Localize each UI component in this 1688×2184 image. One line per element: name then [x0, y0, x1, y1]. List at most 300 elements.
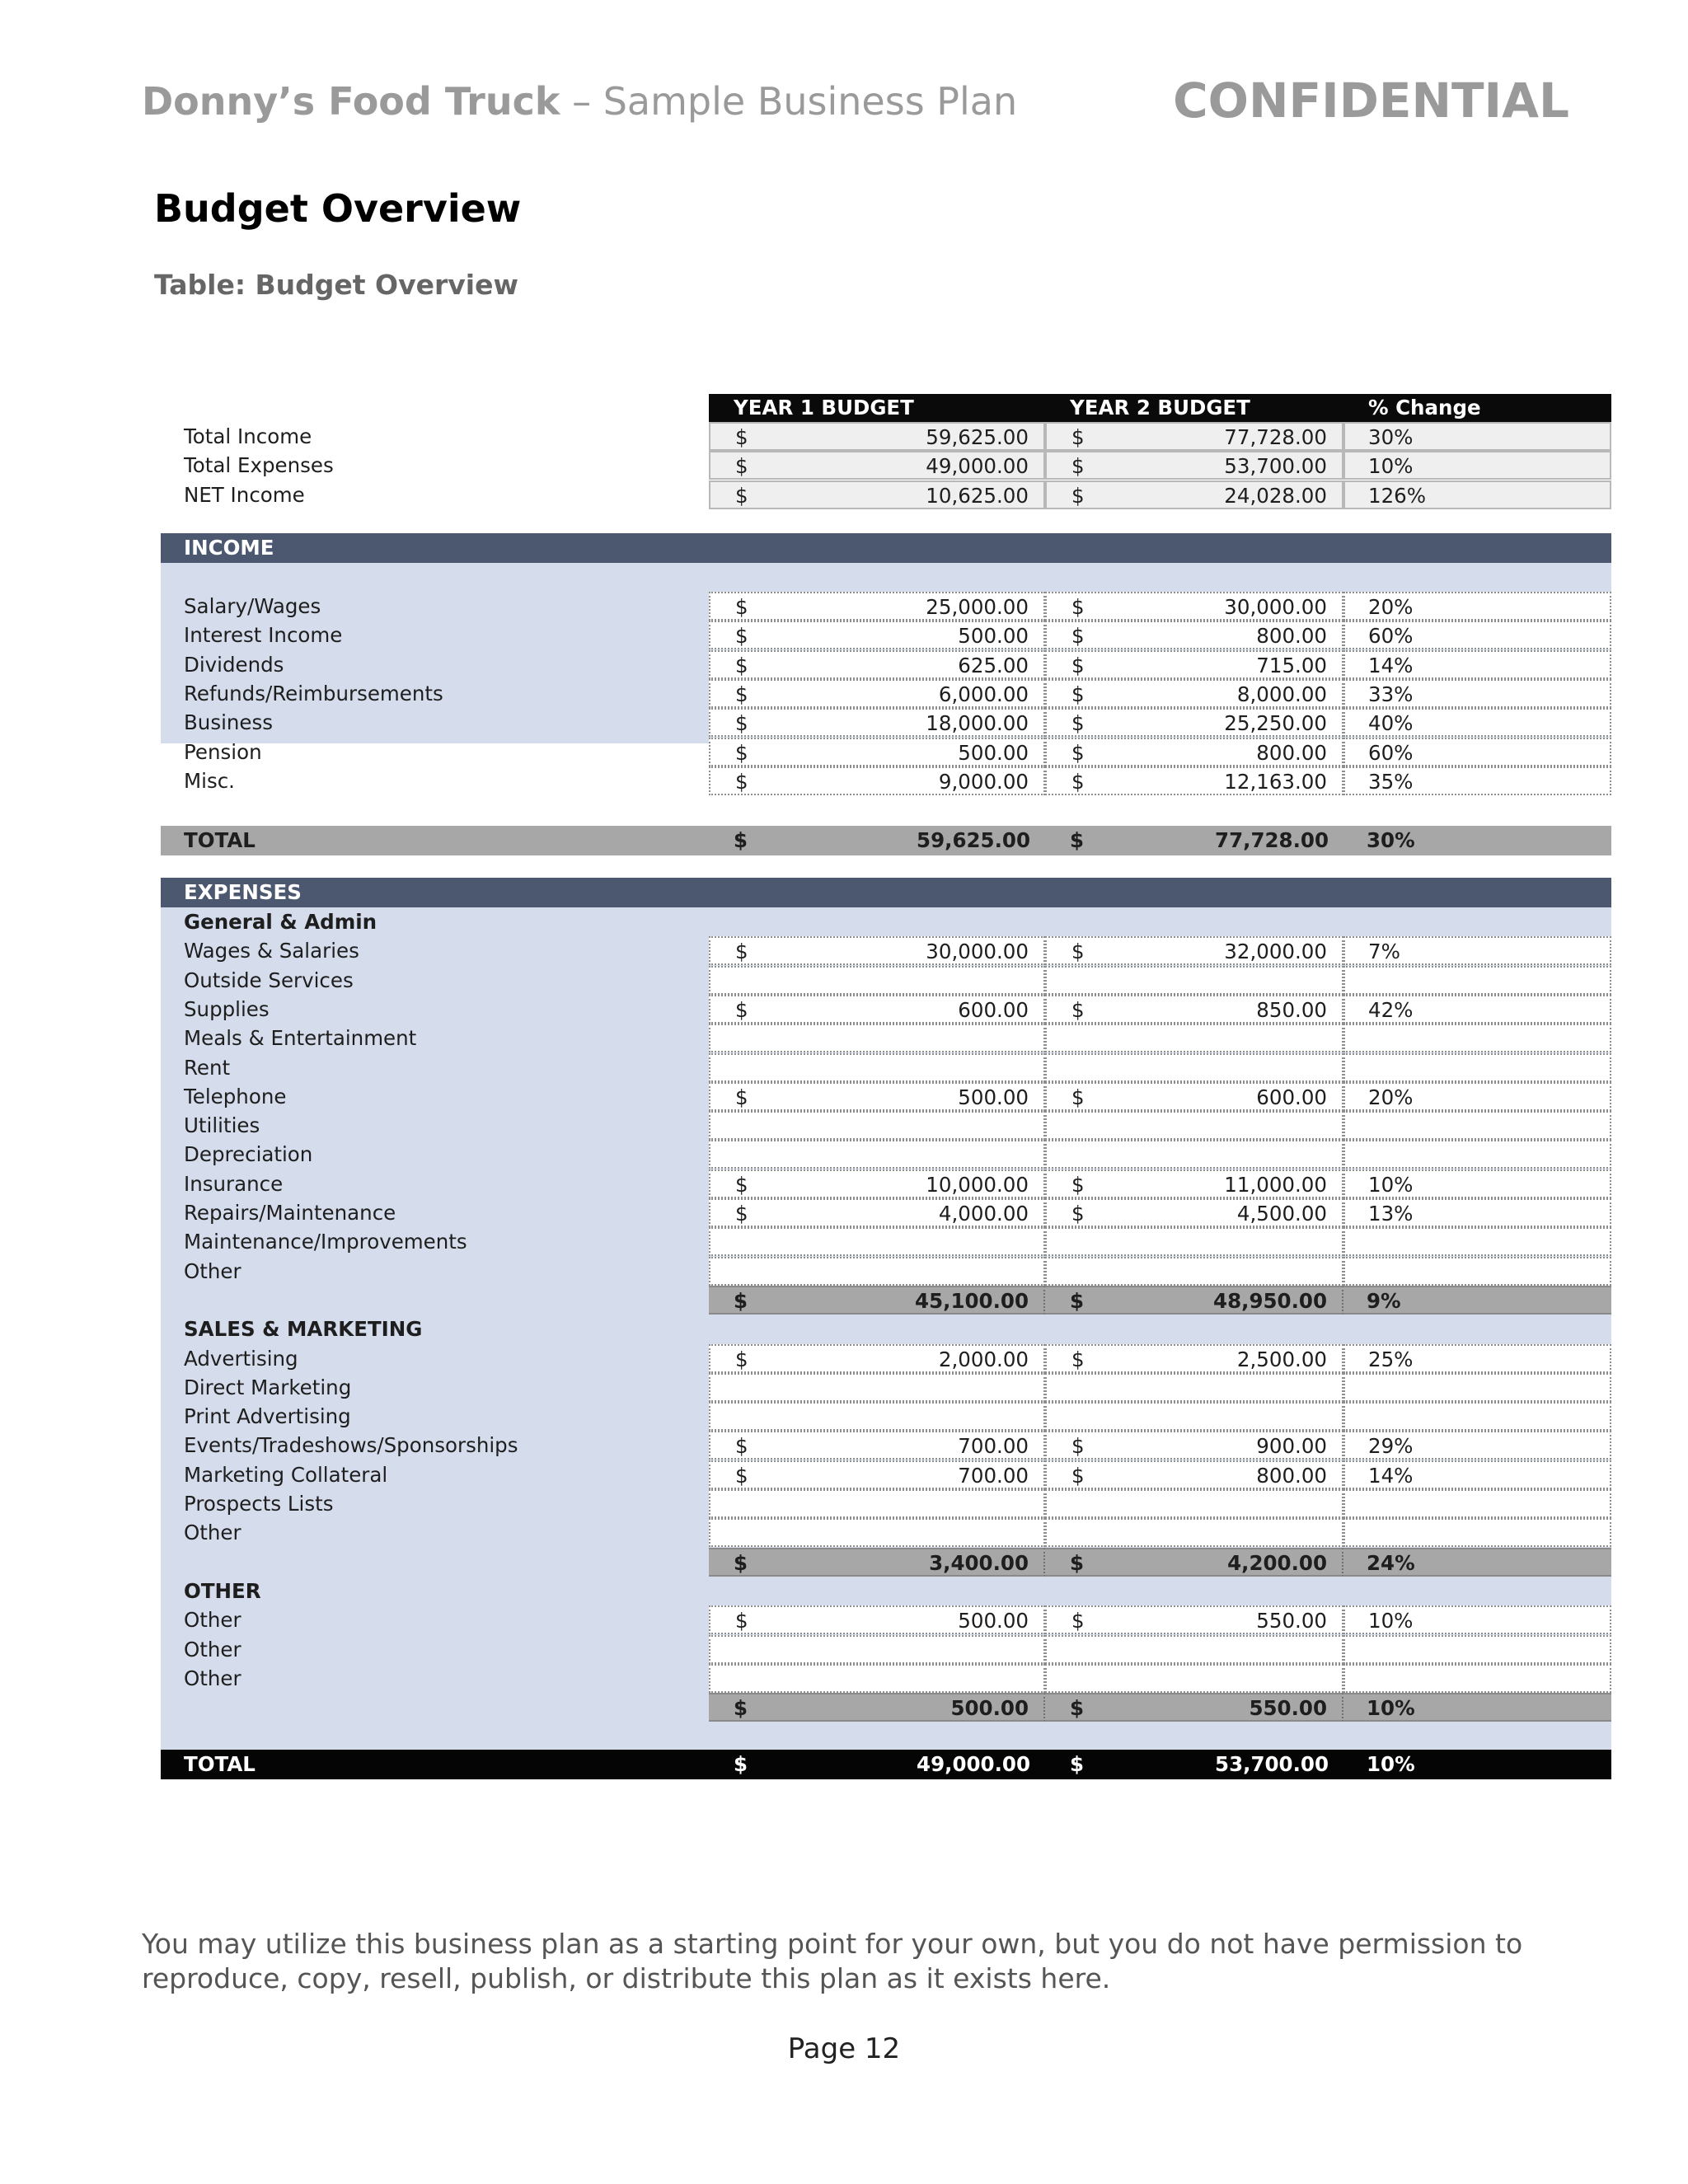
- row-label: Total Expenses: [184, 453, 334, 478]
- year1-amount: 4,000.00: [938, 1202, 1029, 1226]
- year1-amount: 500.00: [958, 1609, 1029, 1633]
- currency-symbol: $: [735, 1463, 748, 1488]
- change-cell: [1343, 1111, 1611, 1140]
- year2-cell: [1045, 1140, 1343, 1169]
- currency-symbol: $: [1071, 940, 1085, 964]
- change-cell: [1343, 995, 1611, 1024]
- year2-amount: 550.00: [1249, 1696, 1327, 1721]
- row-label: Maintenance/Improvements: [184, 1230, 467, 1254]
- change-cell: [1343, 1344, 1611, 1373]
- year1-cell: [709, 1402, 1045, 1431]
- row-label: Repairs/Maintenance: [184, 1201, 396, 1225]
- change-cell: [1343, 1024, 1611, 1052]
- currency-symbol: $: [1071, 997, 1085, 1022]
- percent-change: 30%: [1368, 425, 1414, 449]
- currency-symbol: $: [734, 1550, 748, 1575]
- currency-symbol: $: [1070, 1288, 1085, 1313]
- summary-row: [161, 480, 1611, 509]
- currency-symbol: $: [735, 454, 748, 479]
- income-total-row: [161, 826, 1611, 855]
- year1-cell: [709, 1489, 1045, 1518]
- row-label: NET Income: [184, 482, 305, 507]
- year2-cell: [1045, 1344, 1343, 1373]
- year2-amount: 715.00: [1256, 653, 1327, 677]
- currency-symbol: $: [734, 1696, 748, 1721]
- year2-cell: [1045, 1548, 1343, 1577]
- currency-symbol: $: [1071, 1085, 1085, 1109]
- year2-cell: [1045, 422, 1343, 451]
- currency-symbol: $: [1071, 1172, 1085, 1197]
- change-cell: [1343, 1431, 1611, 1460]
- year1-cell: [709, 766, 1045, 795]
- year2-cell: [1045, 1693, 1343, 1722]
- currency-symbol: $: [1071, 653, 1085, 677]
- row-label: Print Advertising: [184, 1404, 351, 1429]
- year2-cell: [1045, 1227, 1343, 1256]
- currency-symbol: $: [1070, 828, 1085, 852]
- row-label: Refunds/Reimbursements: [184, 681, 443, 705]
- year2-amount: 800.00: [1256, 624, 1327, 649]
- percent-change: 20%: [1368, 595, 1414, 619]
- currency-symbol: $: [1071, 454, 1085, 479]
- company-name: Donny’s Food Truck: [142, 79, 560, 124]
- year1-amount: 59,625.00: [926, 425, 1029, 449]
- income-row: [161, 738, 1611, 766]
- percent-change: 40%: [1368, 711, 1414, 736]
- year2-cell: [1045, 708, 1343, 737]
- year2-cell: [1045, 650, 1343, 679]
- expense-row: [161, 1489, 1611, 1518]
- currency-symbol: $: [1071, 1347, 1085, 1371]
- expense-row: [161, 1024, 1611, 1052]
- change-cell: [1343, 679, 1611, 708]
- row-label: Depreciation: [184, 1142, 313, 1167]
- change-cell: [1343, 1664, 1611, 1693]
- expenses-total-row: [161, 1750, 1611, 1779]
- percent-change: 20%: [1368, 1085, 1414, 1109]
- year2-cell: [1045, 766, 1343, 795]
- year2-amount: 77,728.00: [1224, 425, 1327, 449]
- year2-cell: [1045, 679, 1343, 708]
- percent-change: 29%: [1368, 1434, 1414, 1459]
- year2-cell: [1045, 1402, 1343, 1431]
- row-label: Utilities: [184, 1113, 260, 1138]
- expense-row: [161, 1169, 1611, 1198]
- expense-row: [161, 1664, 1611, 1693]
- percent-change: 60%: [1368, 740, 1414, 765]
- year1-cell: [709, 995, 1045, 1024]
- year2-cell: [1045, 1082, 1343, 1111]
- band-label: TOTAL: [184, 1752, 256, 1776]
- change-cell: [1343, 1750, 1611, 1779]
- row-label: Advertising: [184, 1346, 298, 1371]
- currency-symbol: $: [735, 682, 748, 706]
- currency-symbol: $: [1070, 1752, 1085, 1776]
- budget-table: [161, 387, 1611, 1788]
- percent-change: 30%: [1367, 828, 1415, 852]
- year1-amount: 9,000.00: [938, 769, 1029, 794]
- income-row: [161, 708, 1611, 737]
- change-cell: [1343, 1257, 1611, 1286]
- row-label: Events/Tradeshows/Sponsorships: [184, 1433, 518, 1458]
- currency-symbol: $: [1071, 425, 1085, 449]
- year2-amount: 900.00: [1256, 1434, 1327, 1459]
- row-label: Insurance: [184, 1171, 284, 1196]
- currency-symbol: $: [1071, 1202, 1085, 1226]
- income-row: [161, 592, 1611, 621]
- expense-row: [161, 1082, 1611, 1111]
- year2-amount: 4,200.00: [1227, 1550, 1327, 1575]
- year1-cell: [709, 738, 1045, 766]
- year2-cell: [1045, 1431, 1343, 1460]
- currency-symbol: $: [1071, 483, 1085, 508]
- year1-cell: [709, 1140, 1045, 1169]
- year1-cell: [709, 1460, 1045, 1489]
- year1-amount: 45,100.00: [915, 1288, 1029, 1313]
- year1-cell: [709, 592, 1045, 621]
- change-cell: [1343, 1227, 1611, 1256]
- year1-cell: [709, 1286, 1045, 1315]
- year1-cell: [709, 1518, 1045, 1547]
- percent-change: 33%: [1368, 682, 1414, 706]
- year1-cell: [709, 1169, 1045, 1198]
- year2-amount: 24,028.00: [1224, 483, 1327, 508]
- year2-amount: 600.00: [1256, 1085, 1327, 1109]
- year2-cell: [1045, 995, 1343, 1024]
- year1-cell: [709, 708, 1045, 737]
- currency-symbol: $: [735, 1347, 748, 1371]
- year2-amount: 32,000.00: [1224, 940, 1327, 964]
- change-cell: [1343, 1489, 1611, 1518]
- percent-change: 14%: [1368, 1463, 1414, 1488]
- row-label: Prospects Lists: [184, 1492, 334, 1516]
- change-cell: [1343, 422, 1611, 451]
- expense-row: [161, 995, 1611, 1024]
- percent-change: 25%: [1368, 1347, 1414, 1371]
- year2-cell: [1045, 966, 1343, 995]
- year2-cell: [1045, 1460, 1343, 1489]
- row-label: Misc.: [184, 768, 235, 793]
- year2-cell: [1045, 621, 1343, 649]
- currency-symbol: $: [734, 1288, 748, 1313]
- expense-subtotal-row: [161, 1286, 1611, 1315]
- year2-cell: [1045, 1664, 1343, 1693]
- year2-amount: 53,700.00: [1215, 1752, 1329, 1776]
- currency-symbol: $: [1071, 711, 1085, 736]
- percent-change: 13%: [1368, 1202, 1414, 1226]
- expense-row: [161, 966, 1611, 995]
- row-label: Salary/Wages: [184, 594, 321, 618]
- expense-group-heading: [161, 1315, 1611, 1343]
- year1-cell: [709, 966, 1045, 995]
- change-cell: [1343, 1286, 1611, 1315]
- year1-amount: 3,400.00: [929, 1550, 1029, 1575]
- year2-amount: 48,950.00: [1213, 1288, 1327, 1313]
- band-label: TOTAL: [184, 828, 256, 852]
- income-row: [161, 679, 1611, 708]
- row-label: Outside Services: [184, 968, 354, 992]
- currency-symbol: $: [735, 595, 748, 619]
- currency-symbol: $: [735, 483, 748, 508]
- confidential-label: CONFIDENTIAL: [1173, 73, 1569, 129]
- expense-row: [161, 1402, 1611, 1431]
- income-heading: [161, 533, 1611, 563]
- expense-row: [161, 1344, 1611, 1373]
- change-cell: [1343, 1140, 1611, 1169]
- row-label: Direct Marketing: [184, 1375, 352, 1399]
- currency-symbol: $: [1071, 769, 1085, 794]
- currency-symbol: $: [735, 425, 748, 449]
- change-cell: [1343, 1605, 1611, 1634]
- expense-row: [161, 1198, 1611, 1227]
- currency-symbol: $: [1071, 1434, 1085, 1459]
- year2-cell: [1045, 826, 1343, 855]
- year1-amount: 49,000.00: [917, 1752, 1030, 1776]
- year2-cell: [1045, 738, 1343, 766]
- change-cell: [1343, 1402, 1611, 1431]
- document-title: [142, 79, 1017, 124]
- percent-change: 10%: [1368, 1172, 1414, 1197]
- year1-cell: [709, 1750, 1045, 1779]
- year2-amount: 12,163.00: [1224, 769, 1327, 794]
- change-cell: [1343, 1635, 1611, 1664]
- currency-symbol: $: [1071, 682, 1085, 706]
- currency-symbol: $: [1071, 740, 1085, 765]
- percent-change: 9%: [1367, 1288, 1401, 1313]
- year2-amount: 53,700.00: [1224, 454, 1327, 479]
- year2-cell: [1045, 1373, 1343, 1402]
- percent-change: 14%: [1368, 653, 1414, 677]
- year1-cell: [709, 1111, 1045, 1140]
- year1-cell: [709, 650, 1045, 679]
- year2-cell: [1045, 1024, 1343, 1052]
- year1-amount: 500.00: [958, 624, 1029, 649]
- page-number: Page 12: [787, 2032, 901, 2065]
- year1-cell: [709, 1198, 1045, 1227]
- expense-row: [161, 1373, 1611, 1402]
- currency-symbol: $: [1071, 1463, 1085, 1488]
- year2-amount: 550.00: [1256, 1609, 1327, 1633]
- change-cell: [1343, 1082, 1611, 1111]
- year1-cell: [709, 1664, 1045, 1693]
- year2-amount: 4,500.00: [1236, 1202, 1327, 1226]
- year1-cell: [709, 1082, 1045, 1111]
- currency-symbol: $: [735, 997, 748, 1022]
- row-label: Other: [184, 1521, 241, 1545]
- percent-change: 126%: [1368, 483, 1427, 508]
- year1-cell: [709, 480, 1045, 509]
- expense-row: [161, 1140, 1611, 1169]
- column-header-year2: YEAR 2 BUDGET: [1070, 396, 1250, 419]
- group-heading-label: General & Admin: [184, 910, 377, 934]
- change-cell: [1343, 1198, 1611, 1227]
- income-row: [161, 621, 1611, 649]
- change-cell: [1343, 480, 1611, 509]
- change-cell: [1343, 1693, 1611, 1722]
- year1-cell: [709, 1344, 1045, 1373]
- row-label: Wages & Salaries: [184, 939, 359, 963]
- currency-symbol: $: [735, 624, 748, 649]
- currency-symbol: $: [1070, 1550, 1085, 1575]
- change-cell: [1343, 966, 1611, 995]
- year2-cell: [1045, 1053, 1343, 1082]
- change-cell: [1343, 1460, 1611, 1489]
- year2-amount: 8,000.00: [1236, 682, 1327, 706]
- year2-cell: [1045, 592, 1343, 621]
- year2-amount: 800.00: [1256, 740, 1327, 765]
- year1-amount: 10,000.00: [926, 1172, 1029, 1197]
- year2-cell: [1045, 1169, 1343, 1198]
- change-cell: [1343, 1053, 1611, 1082]
- currency-symbol: $: [735, 1085, 748, 1109]
- row-label: Marketing Collateral: [184, 1462, 388, 1487]
- year1-cell: [709, 1373, 1045, 1402]
- percent-change: 10%: [1368, 1609, 1414, 1633]
- expense-row: [161, 1460, 1611, 1489]
- percent-change: 24%: [1367, 1550, 1415, 1575]
- change-cell: [1343, 766, 1611, 795]
- currency-symbol: $: [735, 940, 748, 964]
- row-label: Business: [184, 710, 274, 735]
- change-cell: [1343, 738, 1611, 766]
- year2-amount: 77,728.00: [1215, 828, 1329, 852]
- column-header-change: % Change: [1368, 396, 1481, 419]
- year1-cell: [709, 621, 1045, 649]
- percent-change: 42%: [1368, 997, 1414, 1022]
- year1-cell: [709, 1548, 1045, 1577]
- band-label: INCOME: [184, 536, 274, 560]
- year1-amount: 700.00: [958, 1463, 1029, 1488]
- currency-symbol: $: [1071, 1609, 1085, 1633]
- summary-row: [161, 422, 1611, 451]
- expense-row: [161, 1053, 1611, 1082]
- year2-cell: [1045, 1489, 1343, 1518]
- income-row: [161, 650, 1611, 679]
- year2-cell: [1045, 480, 1343, 509]
- expense-row: [161, 1518, 1611, 1547]
- expense-row: [161, 1257, 1611, 1286]
- column-header-year1: YEAR 1 BUDGET: [734, 396, 914, 419]
- year2-cell: [1045, 1750, 1343, 1779]
- income-row: [161, 766, 1611, 795]
- expense-subtotal-row: [161, 1548, 1611, 1577]
- change-cell: [1343, 826, 1611, 855]
- currency-symbol: $: [1070, 1696, 1085, 1721]
- change-cell: [1343, 1548, 1611, 1577]
- year2-amount: 25,250.00: [1224, 711, 1327, 736]
- percent-change: 10%: [1367, 1752, 1415, 1776]
- expense-row: [161, 1605, 1611, 1634]
- summary-row: [161, 451, 1611, 480]
- change-cell: [1343, 451, 1611, 480]
- row-label: Other: [184, 1258, 241, 1283]
- row-label: Telephone: [184, 1084, 287, 1108]
- row-label: Supplies: [184, 996, 270, 1021]
- year1-amount: 30,000.00: [926, 940, 1029, 964]
- year1-cell: [709, 1257, 1045, 1286]
- year2-cell: [1045, 1605, 1343, 1634]
- percent-change: 7%: [1368, 940, 1400, 964]
- year1-cell: [709, 1431, 1045, 1460]
- row-label: Pension: [184, 739, 262, 764]
- row-label: Meals & Entertainment: [184, 1026, 417, 1051]
- percent-change: 10%: [1368, 454, 1414, 479]
- expense-row: [161, 936, 1611, 965]
- currency-symbol: $: [735, 1172, 748, 1197]
- band-label: EXPENSES: [184, 880, 302, 904]
- expense-row: [161, 1227, 1611, 1256]
- expense-row: [161, 1111, 1611, 1140]
- year2-cell: [1045, 1198, 1343, 1227]
- year2-amount: 30,000.00: [1224, 595, 1327, 619]
- change-cell: [1343, 621, 1611, 649]
- year1-cell: [709, 936, 1045, 965]
- year1-amount: 700.00: [958, 1434, 1029, 1459]
- year2-cell: [1045, 936, 1343, 965]
- currency-symbol: $: [735, 740, 748, 765]
- year1-cell: [709, 1024, 1045, 1052]
- group-heading-label: SALES & MARKETING: [184, 1317, 423, 1342]
- year1-amount: 59,625.00: [917, 828, 1030, 852]
- row-label: Dividends: [184, 652, 284, 677]
- year1-cell: [709, 1635, 1045, 1664]
- year1-amount: 625.00: [958, 653, 1029, 677]
- change-cell: [1343, 1169, 1611, 1198]
- percent-change: 60%: [1368, 624, 1414, 649]
- year1-amount: 49,000.00: [926, 454, 1029, 479]
- year1-amount: 500.00: [958, 740, 1029, 765]
- year1-amount: 500.00: [958, 1085, 1029, 1109]
- year2-cell: [1045, 1257, 1343, 1286]
- currency-symbol: $: [734, 1752, 748, 1776]
- expense-group-heading: [161, 907, 1611, 936]
- year2-cell: [1045, 1635, 1343, 1664]
- year2-cell: [1045, 1111, 1343, 1140]
- change-cell: [1343, 650, 1611, 679]
- row-label: Rent: [184, 1055, 231, 1080]
- change-cell: [1343, 1518, 1611, 1547]
- row-label: Other: [184, 1666, 241, 1690]
- row-label: Total Income: [184, 424, 312, 448]
- year1-amount: 25,000.00: [926, 595, 1029, 619]
- currency-symbol: $: [735, 1434, 748, 1459]
- row-label: Other: [184, 1608, 241, 1633]
- currency-symbol: $: [734, 828, 748, 852]
- year2-cell: [1045, 1286, 1343, 1315]
- section-title: Budget Overview: [154, 186, 522, 231]
- row-label: Other: [184, 1637, 241, 1661]
- year1-cell: [709, 679, 1045, 708]
- year2-cell: [1045, 451, 1343, 480]
- year1-amount: 18,000.00: [926, 711, 1029, 736]
- expenses-heading: [161, 878, 1611, 907]
- change-cell: [1343, 708, 1611, 737]
- percent-change: 10%: [1367, 1696, 1415, 1721]
- expense-row: [161, 1635, 1611, 1664]
- currency-symbol: $: [1071, 624, 1085, 649]
- title-separator: –: [560, 79, 603, 124]
- currency-symbol: $: [735, 711, 748, 736]
- year1-amount: 500.00: [950, 1696, 1029, 1721]
- change-cell: [1343, 592, 1611, 621]
- currency-symbol: $: [735, 1202, 748, 1226]
- year2-amount: 850.00: [1256, 997, 1327, 1022]
- currency-symbol: $: [735, 653, 748, 677]
- year1-cell: [709, 422, 1045, 451]
- expense-row: [161, 1431, 1611, 1460]
- change-cell: [1343, 936, 1611, 965]
- plan-title: Sample Business Plan: [603, 79, 1018, 124]
